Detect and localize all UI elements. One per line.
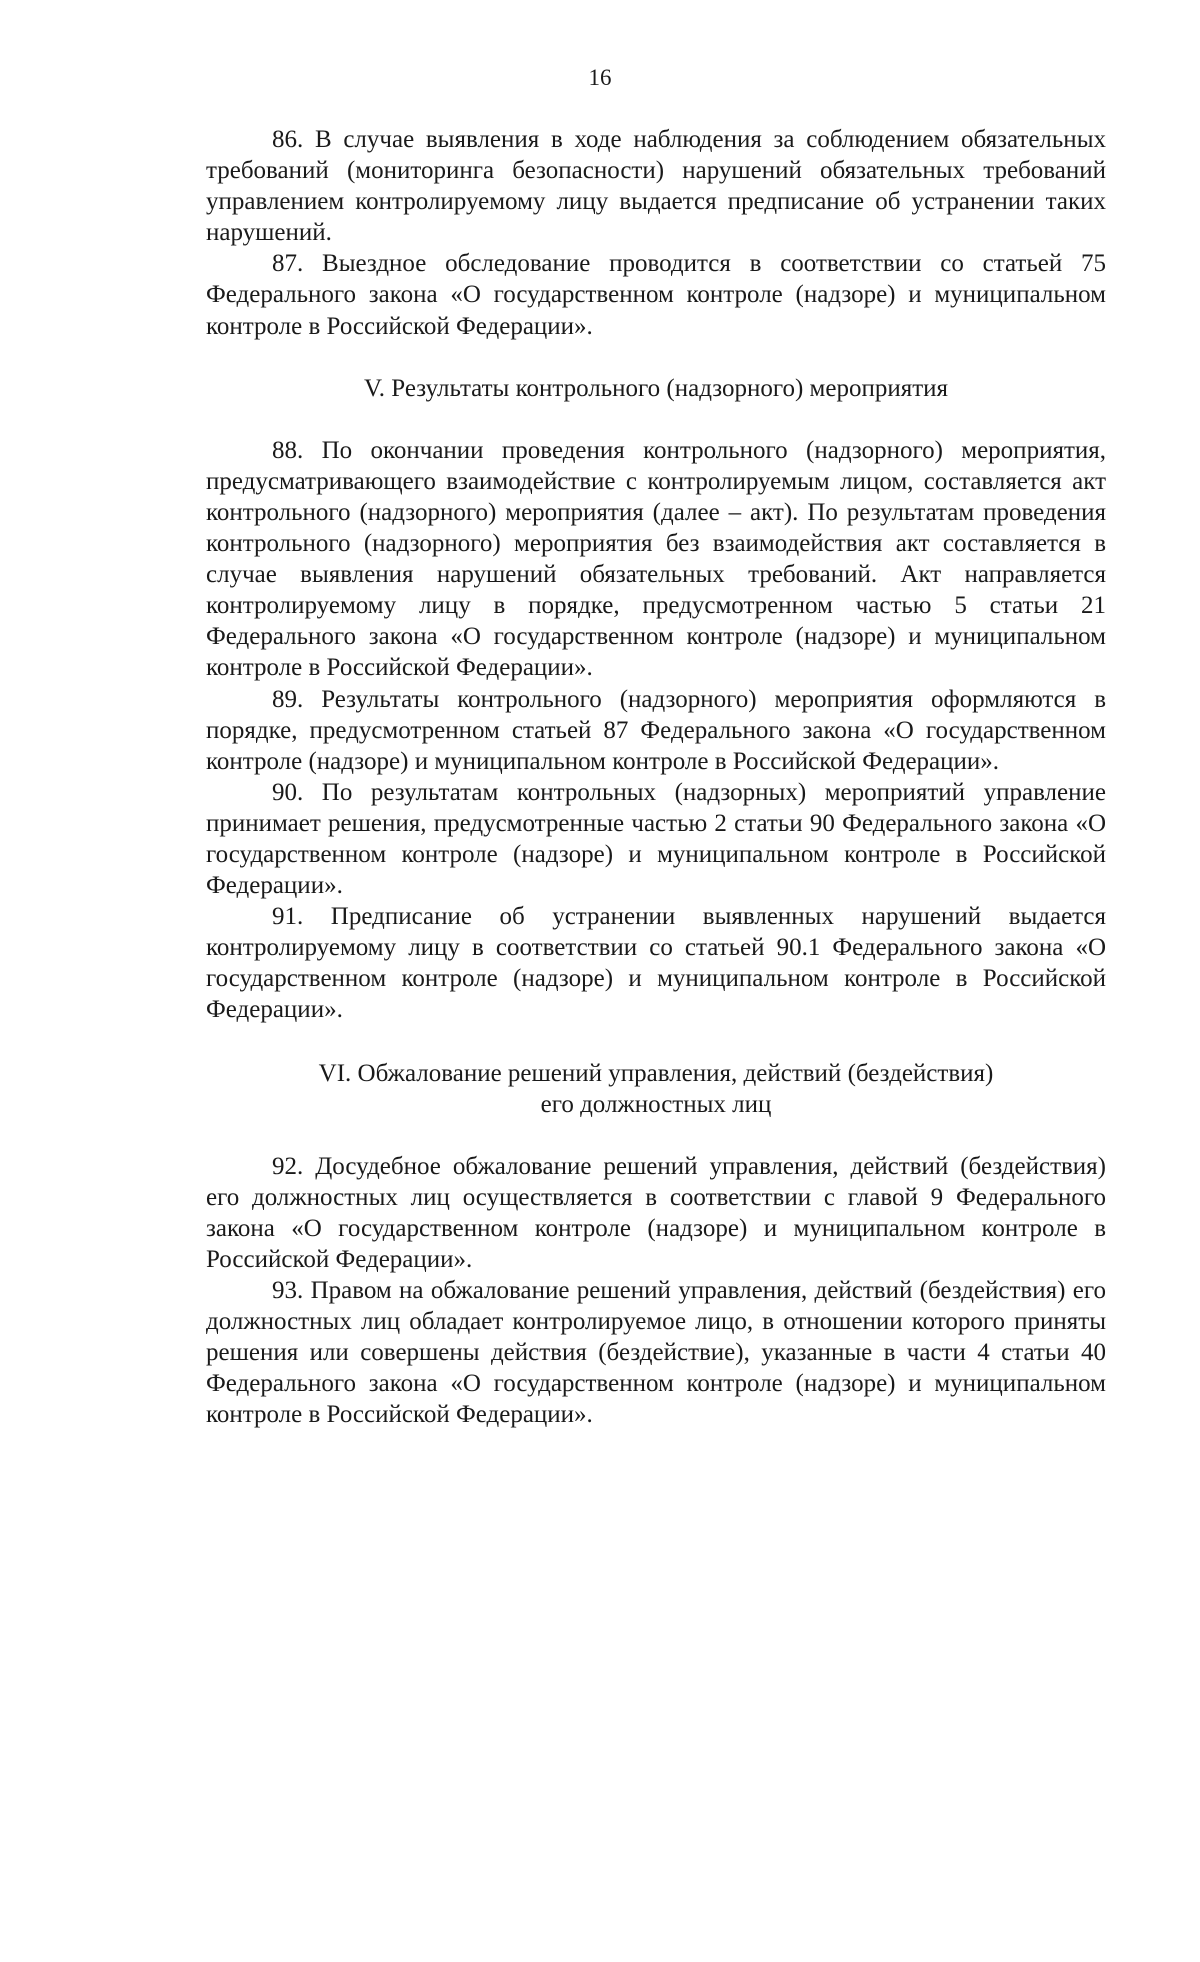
paragraph-91: 91. Предписание об устранении выявленных нарушений выдается контролируемому лицу в соответствии со статьей 90.1 Федерального закона «О государственном контроле (надзоре) и муниципальном контроле в Российской Федерации».	[206, 903, 1106, 1024]
section-heading-vi-line1: VI. Обжалование решений управления, действий (бездействия)	[318, 1059, 994, 1087]
paragraph-93: 93. Правом на обжалование решений управления, действий (бездействия) его должностных лиц обладает контролируемое лицо, в отношении которого приняты решения или совершены действия (бездействие), указанные в части 4 статьи 40 Федерального закона «О государственном контроле (надзоре) и муниципальном контроле в Российской Федерации».	[206, 1277, 1106, 1429]
paragraph-88: 88. По окончании проведения контрольного (надзорного) мероприятия, предусматривающего взаимодействие с контролируемым лицом, составляется акт контрольного (надзорного) мероприятия (далее – акт). По результатам проведения контрольного (надзорного) мероприятия без взаимодействия акт составляется в случае выявления нарушений обязательных требований. Акт направляется контролируемому лицу в порядке, предусмотренном частью 5 статьи 21 Федерального закона «О государственном контроле (надзоре) и муниципальном контроле в Российской Федерации».	[206, 436, 1106, 682]
section-heading-vi	[206, 1058, 1106, 1120]
paragraph-92: 92. Досудебное обжалование решений управления, действий (бездействия) его должностных лиц осуществляется в соответствии с главой 9 Федерального закона «О государственном контроле (надзоре) и муниципальном контроле в Российской Федерации».	[206, 1152, 1106, 1273]
document-body	[206, 124, 1106, 1431]
paragraph-90: 90. По результатам контрольных (надзорных) мероприятий управление принимает решения, предусмотренные частью 2 статьи 90 Федерального закона «О государственном контроле (надзоре) и муниципальном контроле в Российской Федерации».	[206, 778, 1106, 900]
section-heading-v: V. Результаты контрольного (надзорного) мероприятия	[363, 374, 949, 402]
paragraph-89: 89. Результаты контрольного (надзорного) мероприятия оформляются в порядке, предусмотренном статьей 87 Федерального закона «О государственном контроле (надзоре) и муниципальном контроле в Российской Федерации».	[206, 685, 1106, 775]
paragraph-86: 86. В случае выявления в ходе наблюдения за соблюдением обязательных требований (мониторинга безопасности) нарушений обязательных требований управлением контролируемому лицу выдается предписание об устранении таких нарушений.	[206, 126, 1106, 247]
paragraph-87: 87. Выездное обследование проводится в соответствии со статьей 75 Федерального закона «О государственном контроле (надзоре) и муниципальном контроле в Российской Федерации».	[206, 250, 1106, 340]
section-heading-vi-line2: его должностных лиц	[540, 1090, 772, 1118]
page-number: 16	[588, 65, 612, 90]
